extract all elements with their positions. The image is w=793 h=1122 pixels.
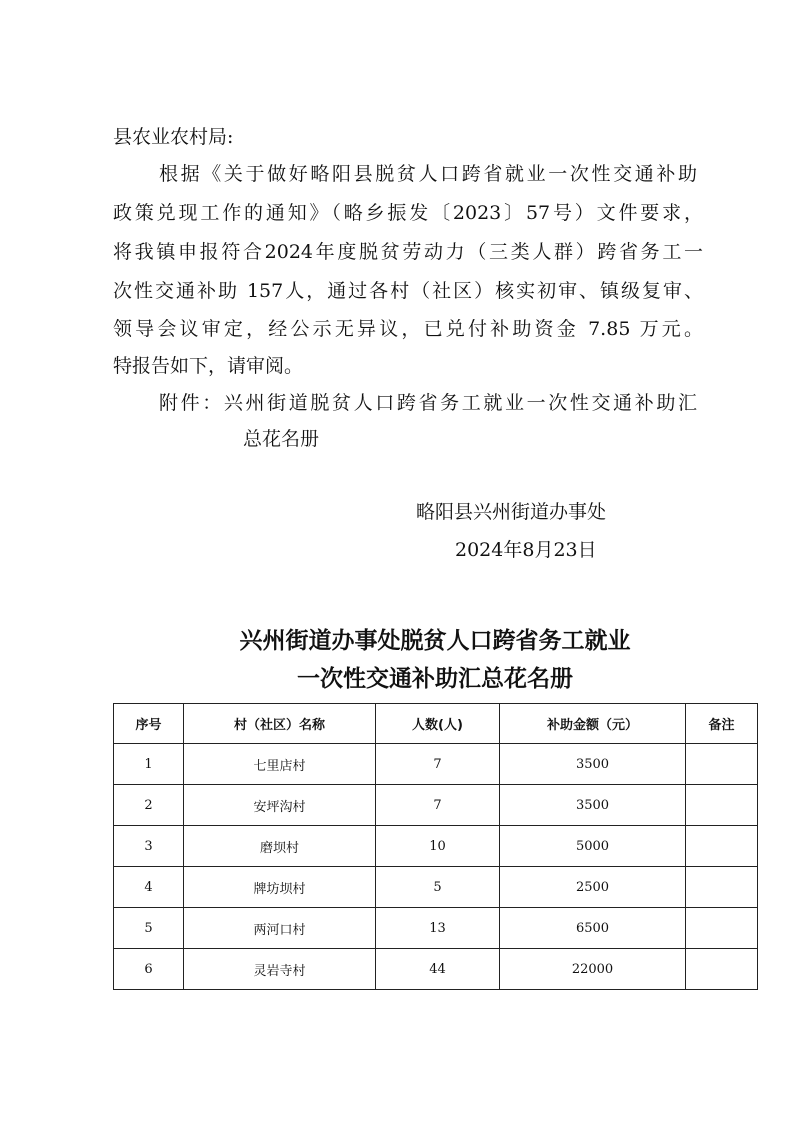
body-line-5: 领导会议审定，经公示无异议，已兑付补助资金 7.85 万元。 <box>113 318 703 340</box>
body-line-2: 政策兑现工作的通知》（略乡振发〔2023〕57号）文件要求， <box>113 202 703 224</box>
cell-amount: 2500 <box>500 867 686 908</box>
table-header-row <box>114 704 758 744</box>
cell-amount: 3500 <box>500 744 686 785</box>
header-remarks: 备注 <box>686 704 758 744</box>
cell-amount: 3500 <box>500 785 686 826</box>
body-line-1: 根据《关于做好略阳县脱贫人口跨省就业一次性交通补助 <box>159 163 697 185</box>
cell-count: 5 <box>376 867 500 908</box>
cell-remarks <box>686 949 758 990</box>
cell-village: 两河口村 <box>184 908 376 949</box>
cell-village: 磨坝村 <box>184 826 376 867</box>
cell-remarks <box>686 744 758 785</box>
cell-remarks <box>686 826 758 867</box>
cell-count: 10 <box>376 826 500 867</box>
cell-index: 2 <box>114 785 184 826</box>
cell-count: 7 <box>376 785 500 826</box>
cell-village: 安坪沟村 <box>184 785 376 826</box>
body-line-6: 特报告如下，请审阅。 <box>113 355 304 377</box>
table-row <box>114 867 758 908</box>
cell-remarks <box>686 867 758 908</box>
table-row <box>114 785 758 826</box>
table-row <box>114 908 758 949</box>
cell-village: 灵岩寺村 <box>184 949 376 990</box>
cell-index: 5 <box>114 908 184 949</box>
cell-count: 7 <box>376 744 500 785</box>
cell-amount: 22000 <box>500 949 686 990</box>
cell-amount: 5000 <box>500 826 686 867</box>
cell-remarks <box>686 785 758 826</box>
attachment-line-2: 总花名册 <box>243 428 320 450</box>
cell-village: 七里店村 <box>184 744 376 785</box>
table-title-line-2: 一次性交通补助汇总花名册 <box>297 666 573 692</box>
cell-remarks <box>686 908 758 949</box>
table-row <box>114 744 758 785</box>
header-amount: 补助金额（元） <box>500 704 686 744</box>
header-village: 村（社区）名称 <box>184 704 376 744</box>
cell-count: 13 <box>376 908 500 949</box>
cell-amount: 6500 <box>500 908 686 949</box>
header-count: 人数(人) <box>376 704 500 744</box>
signature-org: 略阳县兴州街道办事处 <box>416 501 607 523</box>
table-row <box>114 826 758 867</box>
recipient: 县农业农村局: <box>113 126 234 148</box>
cell-index: 4 <box>114 867 184 908</box>
attachment-line-1: 附件：兴州街道脱贫人口跨省务工就业一次性交通补助汇 <box>159 392 697 414</box>
roster-table <box>113 703 758 990</box>
body-line-3: 将我镇申报符合2024年度脱贫劳动力（三类人群）跨省务工一 <box>113 241 703 263</box>
signature-date: 2024年8月23日 <box>455 539 597 561</box>
cell-village: 牌坊坝村 <box>184 867 376 908</box>
cell-index: 3 <box>114 826 184 867</box>
header-index: 序号 <box>114 704 184 744</box>
table-row <box>114 949 758 990</box>
cell-index: 6 <box>114 949 184 990</box>
table-title-line-1: 兴州街道办事处脱贫人口跨省务工就业 <box>239 628 631 654</box>
cell-index: 1 <box>114 744 184 785</box>
cell-count: 44 <box>376 949 500 990</box>
body-line-4: 次性交通补助 157人，通过各村（社区）核实初审、镇级复审、 <box>113 280 703 302</box>
